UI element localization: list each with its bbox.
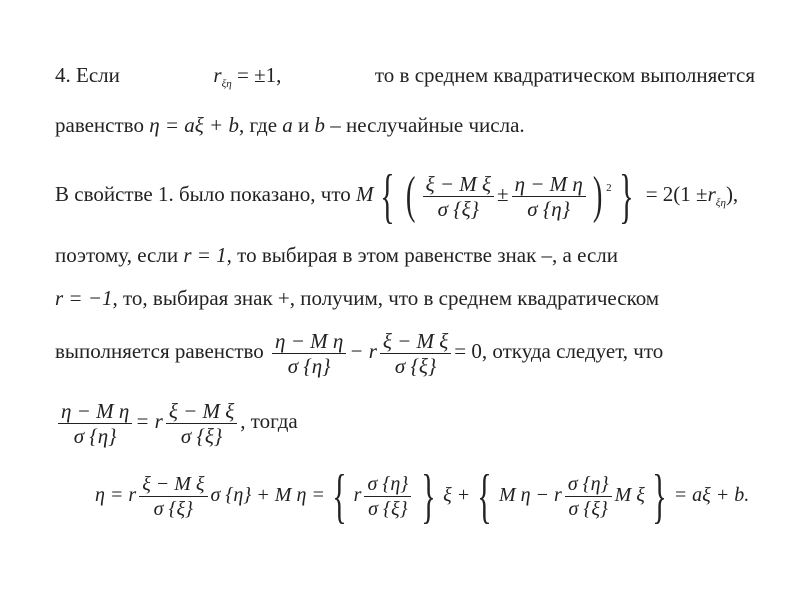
r-symbol: r (707, 182, 716, 206)
fraction-xi: $\frac{\text{ξ − M ξ}}{\sigma \{\xi\}}$ (139, 472, 207, 521)
item-label: 4. Если (55, 63, 120, 87)
rhs-end: ), (725, 182, 739, 206)
line7-text: , тогда (240, 409, 298, 433)
right-brace-1: } (421, 463, 436, 530)
power-2: 2 (606, 182, 612, 194)
eta-equals-r: η = r (95, 484, 137, 506)
fraction-xi: $\frac{\text{ξ − M ξ}}{\sigma \{\xi\}}$ (380, 329, 451, 378)
r-symbol: r (353, 484, 362, 506)
line4-text: поэтому, если (55, 243, 179, 267)
and-word: и (298, 113, 310, 137)
paragraph-line-1 (55, 62, 755, 97)
line1-text: то в среднем квадратическом выполняется (374, 63, 755, 87)
paragraph-line-2 (55, 112, 525, 138)
result: = aξ + b. (673, 484, 750, 506)
linear-equation: η = aξ + b (149, 113, 239, 137)
right-brace-2: } (652, 463, 667, 530)
paragraph-line-4 (55, 242, 618, 268)
r-subscript: ξη (221, 78, 232, 90)
r-subscript: ξη (715, 197, 726, 209)
paragraph-line-6 (55, 325, 663, 378)
plus-minus: ± (497, 182, 509, 206)
left-paren: ( (406, 167, 416, 225)
paragraph-line-5 (55, 285, 659, 311)
correlation-formula (213, 62, 281, 97)
xi-plus: ξ + (443, 484, 471, 506)
fraction-eta: $\frac{\text{η − M η}}{\sigma \{\eta\}}$ (272, 329, 346, 378)
left-brace: { (380, 163, 396, 230)
line6-text-b: = 0, откуда следует, что (454, 339, 664, 363)
var-a: a (282, 113, 293, 137)
m-xi: M ξ (614, 484, 645, 506)
var-b: b (314, 113, 326, 137)
fraction-sigma: $\frac{\sigma \{\eta\}}{\sigma \{\xi\}}$ (565, 472, 612, 521)
paragraph-line-3 (55, 158, 738, 233)
left-brace-2: { (477, 463, 492, 530)
line2-text-b: , где (238, 113, 278, 137)
right-paren: ) (592, 167, 603, 225)
line2-text-a: равенство (55, 113, 144, 137)
line6-text-a: выполняется равенство (55, 339, 264, 363)
r-symbol: r (213, 63, 222, 87)
equals-r: = r (135, 409, 163, 433)
fraction-xi: $\frac{\text{ξ − M ξ}}{\sigma \{\xi\}}$ (423, 172, 494, 221)
fraction-sigma: $\frac{\sigma \{\eta\}}{\sigma \{\xi\}}$ (364, 472, 411, 521)
condition-r-1: r = 1 (183, 243, 227, 267)
minus-r: − r (349, 339, 377, 363)
line4-rest: , то выбирая в этом равенстве знак –, а если (226, 243, 619, 267)
equals-pm-one: = ±1, (237, 63, 282, 87)
sigma-eta-plus-m-eta: σ {η} + M η = (210, 484, 325, 506)
paragraph-line-7 (55, 395, 298, 448)
line2-text-c: – неслучайные числа. (330, 113, 525, 137)
fraction-xi: $\frac{\text{ξ − M ξ}}{\sigma \{\xi\}}$ (166, 399, 237, 448)
final-equation (95, 463, 750, 530)
line5-rest: , то, выбирая знак +, получим, что в среднем квадратическом (112, 286, 660, 310)
fraction-eta: $\frac{\text{η − M η}}{\sigma \{\eta\}}$ (512, 172, 586, 221)
left-brace-1: { (332, 463, 347, 530)
fraction-eta: $\frac{\text{η − M η}}{\sigma \{\eta\}}$ (58, 399, 132, 448)
m-eta-minus-r: M η − r (498, 484, 562, 506)
condition-r-minus-1: r = −1 (55, 286, 113, 310)
right-brace: } (618, 163, 634, 230)
rhs: = 2(1 ± (645, 182, 708, 206)
line3-text: В свойстве 1. было показано, что (55, 182, 351, 206)
expectation-symbol: M (355, 182, 374, 206)
